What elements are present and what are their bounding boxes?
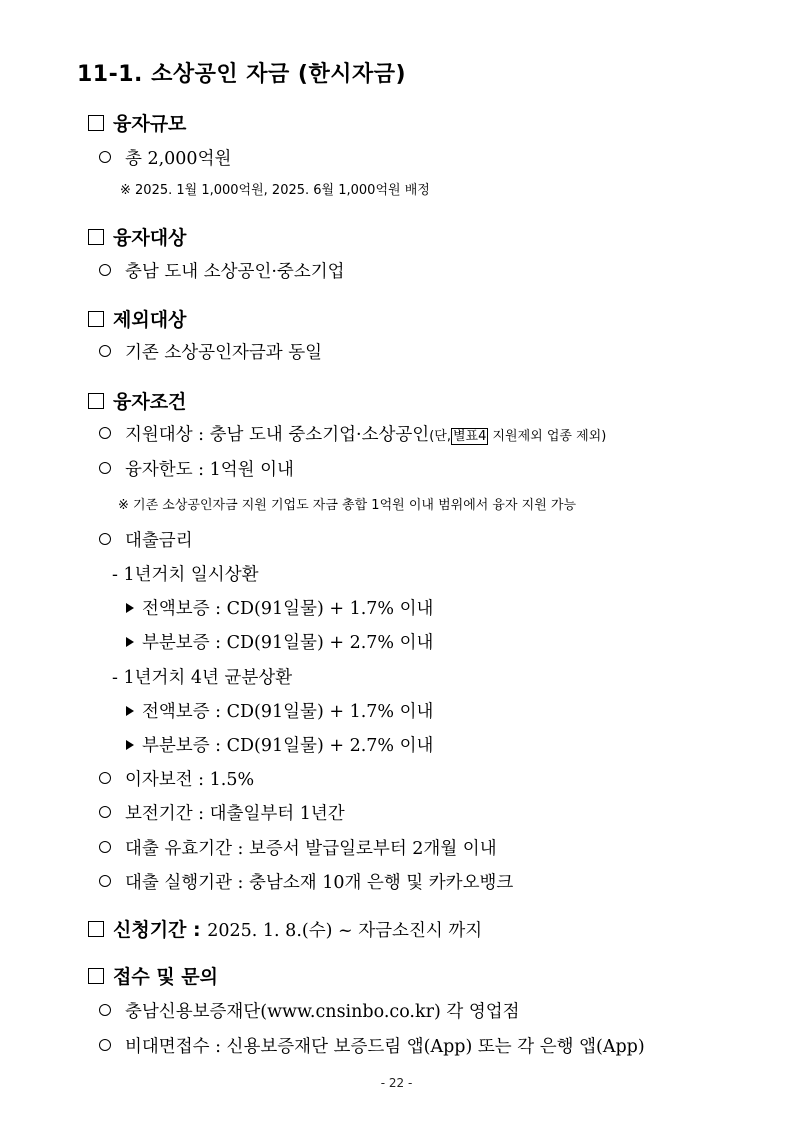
circle-bullet-icon — [99, 533, 111, 545]
plan2-partial-guarantee: 부분보증 : CD(91일물) + 2.7% 이내 — [126, 738, 433, 756]
loan-scale-note: ※ 2025. 1월 1,000억원, 2025. 6월 1,000억원 배정 — [120, 183, 430, 198]
square-bullet-icon — [88, 921, 104, 937]
triangle-bullet-icon — [126, 706, 134, 716]
loan-total: 총 2,000억원 — [99, 151, 231, 169]
section-application-period — [88, 921, 482, 941]
circle-bullet-icon — [99, 841, 111, 853]
plan1-full-guarantee: 전액보증 : CD(91일물) + 1.7% 이내 — [126, 601, 433, 619]
section-contact — [88, 968, 218, 987]
section-heading: 접수 및 문의 — [113, 966, 218, 988]
section-exclusion — [88, 311, 186, 330]
support-target: 지원대상 : 충남 도내 중소기업·소상공인(단, 별표4 지원제외 업종 제외) — [99, 427, 606, 445]
page-number: - 22 - — [380, 1076, 413, 1090]
section-loan-scale — [88, 115, 186, 134]
interest-rate-label: 대출금리 — [99, 533, 193, 551]
triangle-bullet-icon — [126, 637, 134, 647]
plan2-label: - 1년거치 4년 균분상환 — [112, 668, 293, 688]
application-period-value: 2025. 1. 8.(수) ~ 자금소진시 까지 — [207, 921, 483, 941]
loan-banks: 대출 실행기관 : 충남소재 10개 은행 및 카카오뱅크 — [99, 875, 513, 893]
section-heading: 융자규모 — [113, 113, 187, 135]
circle-bullet-icon — [99, 427, 111, 439]
section-heading: 제외대상 — [113, 309, 187, 331]
section-heading: 신청기간 : — [113, 919, 201, 941]
square-bullet-icon — [88, 311, 104, 327]
plan1-partial-guarantee: 부분보증 : CD(91일물) + 2.7% 이내 — [126, 635, 433, 653]
triangle-bullet-icon — [126, 603, 134, 613]
loan-validity: 대출 유효기간 : 보증서 발급일로부터 2개월 이내 — [99, 841, 497, 859]
circle-bullet-icon — [99, 1039, 111, 1051]
section-heading: 융자조건 — [113, 391, 187, 413]
plan2-full-guarantee: 전액보증 : CD(91일물) + 1.7% 이내 — [126, 704, 433, 722]
exclusion-item: 기존 소상공인자금과 동일 — [99, 345, 322, 363]
loan-limit: 융자한도 : 1억원 이내 — [99, 462, 294, 480]
circle-bullet-icon — [99, 806, 111, 818]
circle-bullet-icon — [99, 772, 111, 784]
interest-support: 이자보전 : 1.5% — [99, 772, 254, 790]
section-loan-target — [88, 229, 186, 248]
page-title: 11-1. 소상공인 자금 (한시자금) — [77, 62, 407, 87]
circle-bullet-icon — [99, 345, 111, 357]
square-bullet-icon — [88, 229, 104, 245]
circle-bullet-icon — [99, 264, 111, 276]
circle-bullet-icon — [99, 462, 111, 474]
square-bullet-icon — [88, 393, 104, 409]
contact-online: 비대면접수 : 신용보증재단 보증드림 앱(App) 또는 각 은행 앱(App) — [99, 1039, 645, 1057]
section-loan-conditions — [88, 393, 186, 412]
section-heading: 융자대상 — [113, 227, 187, 249]
annex-tag: 별표4 — [452, 429, 487, 444]
loan-target-item: 충남 도내 소상공인·중소기업 — [99, 264, 345, 282]
plan1-label: - 1년거치 일시상환 — [112, 565, 259, 585]
contact-office: 충남신용보증재단(www.cnsinbo.co.kr) 각 영업점 — [99, 1004, 520, 1022]
loan-limit-note: ※ 기존 소상공인자금 지원 기업도 자금 총합 1억원 이내 범위에서 융자 지원 가능 — [118, 498, 577, 513]
square-bullet-icon — [88, 115, 104, 131]
circle-bullet-icon — [99, 1004, 111, 1016]
circle-bullet-icon — [99, 875, 111, 887]
circle-bullet-icon — [99, 151, 111, 163]
square-bullet-icon — [88, 968, 104, 984]
triangle-bullet-icon — [126, 740, 134, 750]
support-period: 보전기간 : 대출일부터 1년간 — [99, 806, 345, 824]
